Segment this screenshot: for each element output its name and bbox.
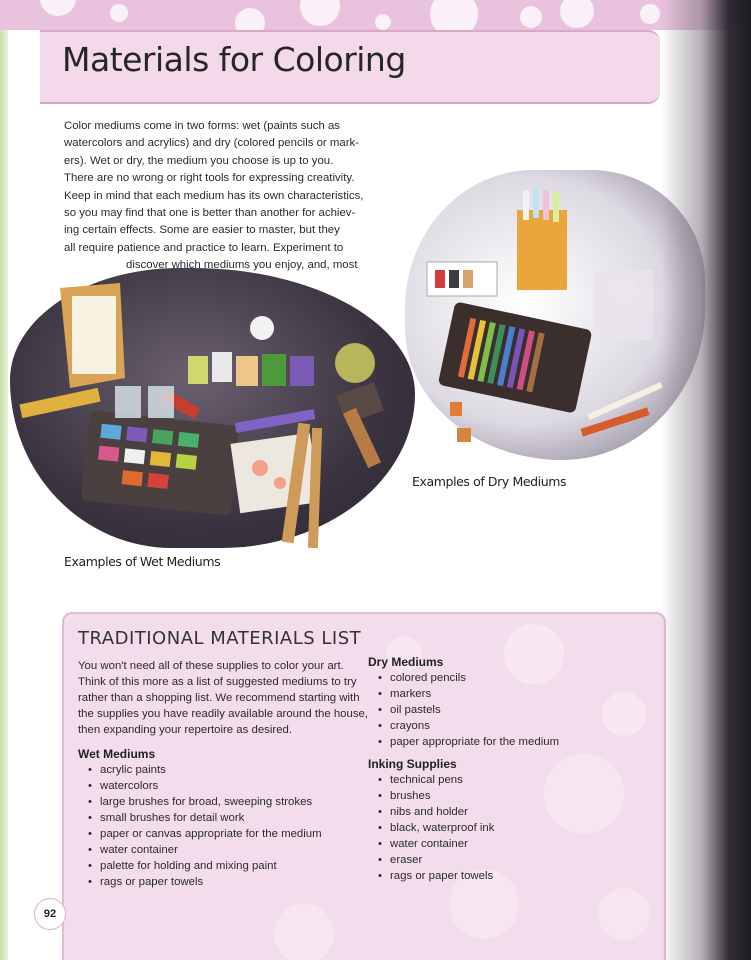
materials-right-column [368, 654, 568, 884]
list-item: • crayons [390, 718, 568, 734]
list-item: • acrylic paints [100, 762, 363, 778]
intro-line: all require patience and practice to learn. Experiment to [64, 241, 344, 254]
intro-line: There are no wrong or right tools for expressing creativity. [64, 172, 355, 185]
list-item: • paper appropriate for the medium [390, 734, 568, 750]
list-item: • markers [390, 686, 568, 702]
list-item: • nibs and holder [390, 804, 568, 820]
list-item: • water container [390, 836, 568, 852]
list-item: • paper or canvas appropriate for the medium [100, 826, 363, 842]
inking-supplies-heading: Inking Supplies [368, 757, 457, 771]
materials-left-column [78, 658, 369, 890]
page-number: 92 [34, 898, 66, 930]
dry-mediums-drawing [405, 170, 705, 460]
materials-intro-line: Think of this more as a list of suggested mediums to try [78, 676, 357, 688]
page-title: Materials for Coloring [62, 40, 406, 79]
list-item: • large brushes for broad, sweeping strokes [100, 794, 363, 810]
page-left-edge [0, 0, 8, 960]
materials-intro-line: the supplies you have readily available around the house, [78, 708, 369, 720]
list-item: • water container [100, 842, 363, 858]
list-item: • rags or paper towels [100, 874, 363, 890]
list-item: • palette for holding and mixing paint [100, 858, 363, 874]
materials-list-title: TRADITIONAL MATERIALS LIST [78, 628, 362, 649]
book-spine-shadow [661, 0, 751, 960]
list-item: • technical pens [390, 772, 568, 788]
polka-dot-band [0, 0, 751, 30]
dry-mediums-list [368, 670, 568, 750]
intro-paragraph [64, 118, 364, 292]
intro-line: Color mediums come in two forms: wet (paints such as [64, 120, 341, 132]
wet-mediums-caption: Examples of Wet Mediums [64, 554, 221, 569]
materials-intro-line: You won't need all of these supplies to color your art. [78, 660, 344, 672]
list-item: • colored pencils [390, 670, 568, 686]
intro-line: ers). Wet or dry, the medium you choose is up to you. [64, 154, 334, 167]
wet-mediums-illustration [10, 268, 415, 548]
intro-line: watercolors and acrylics) and dry (colored pencils or mark- [64, 137, 359, 150]
list-item: • watercolors [100, 778, 363, 794]
wet-mediums-heading: Wet Mediums [78, 747, 156, 761]
dry-mediums-caption: Examples of Dry Mediums [412, 474, 567, 489]
inking-supplies-list [368, 772, 568, 884]
intro-line: Keep in mind that each medium has its own characteristics, [64, 189, 364, 202]
list-item: • oil pastels [390, 702, 568, 718]
list-item: • black, waterproof ink [390, 820, 568, 836]
intro-line: ing certain effects. Some are easier to master, but they [64, 224, 340, 237]
intro-line: so you may find that one is better than another for achiev- [64, 207, 356, 220]
dry-mediums-heading: Dry Mediums [368, 655, 444, 669]
materials-intro-line: then expanding your repertoire as desired. [78, 724, 293, 736]
list-item: • small brushes for detail work [100, 810, 363, 826]
wet-mediums-list [78, 762, 363, 890]
dry-mediums-illustration [405, 170, 705, 460]
list-item: • brushes [390, 788, 568, 804]
intro-line: discover which mediums you enjoy, and, most [126, 259, 358, 272]
materials-intro-line: rather than a shopping list. We recommend starting with [78, 692, 360, 704]
wet-mediums-drawing [10, 268, 415, 548]
list-item: • rags or paper towels [390, 868, 568, 884]
list-item: • eraser [390, 852, 568, 868]
